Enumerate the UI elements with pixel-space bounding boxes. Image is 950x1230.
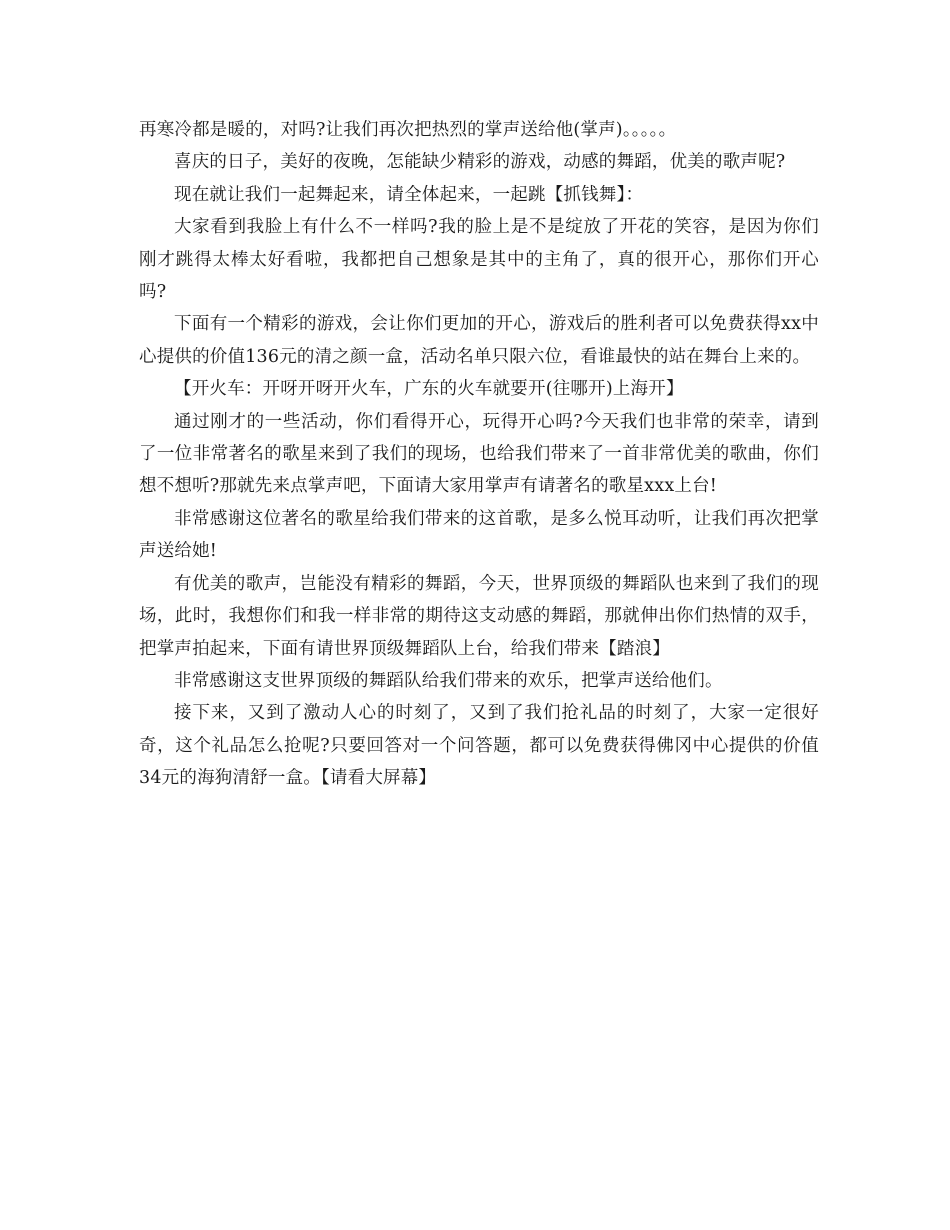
- paragraph-8: 非常感谢这位著名的歌星给我们带来的这首歌，是多么悦耳动听，让我们再次把掌声送给她!: [139, 508, 819, 562]
- paragraph-6: 【开火车：开呀开呀开火车，广东的火车就要开(往哪开)上海开】: [174, 379, 684, 400]
- paragraph-4: 大家看到我脸上有什么不一样吗?我的脸上是不是绽放了开花的笑容，是因为你们刚才跳得太棒太好看啦，我都把自己想象是其中的主角了，真的很开心，那你们开心吗?: [139, 217, 819, 303]
- document-body: [139, 114, 819, 795]
- paragraph-1: 再寒冷都是暖的，对吗?让我们再次把热烈的掌声送给他(掌声)。。。。。: [139, 120, 677, 140]
- paragraph-10: 非常感谢这支世界顶级的舞蹈队给我们带来的欢乐，把掌声送给他们。: [174, 670, 723, 691]
- paragraph-11: 接下来，又到了激动人心的时刻了，又到了我们抢礼品的时刻了，大家一定很好奇，这个礼品怎么抢呢?只要回答对一个问答题，都可以免费获得佛冈中心提供的价值34元的海狗清舒一盒。【请看大屏幕】: [139, 703, 819, 789]
- paragraph-5: 下面有一个精彩的游戏，会让你们更加的开心，游戏后的胜利者可以免费获得xx中心提供的价值136元的清之颜一盒，活动名单只限六位，看谁最快的站在舞台上来的。: [139, 314, 819, 367]
- paragraph-2: 喜庆的日子，美好的夜晚，怎能缺少精彩的游戏，动感的舞蹈，优美的歌声呢?: [174, 152, 786, 173]
- paragraph-9: 有优美的歌声，岂能没有精彩的舞蹈，今天，世界顶级的舞蹈队也来到了我们的现场，此时，我想你们和我一样非常的期待这支动感的舞蹈，那就伸出你们热情的双手，把掌声拍起来，下面有请世界顶级舞蹈队上台，给我们带来【踏浪】: [139, 573, 819, 659]
- paragraph-7: 通过刚才的一些活动，你们看得开心，玩得开心吗?今天我们也非常的荣幸，请到了一位非常著名的歌星来到了我们的现场，也给我们带来了一首非常优美的歌曲，你们想不想听?那就先来点掌声吧，下面请大家用掌声有请著名的歌星xxx上台!: [139, 411, 819, 497]
- paragraph-3: 现在就让我们一起舞起来，请全体起来，一起跳【抓钱舞】：: [174, 184, 644, 205]
